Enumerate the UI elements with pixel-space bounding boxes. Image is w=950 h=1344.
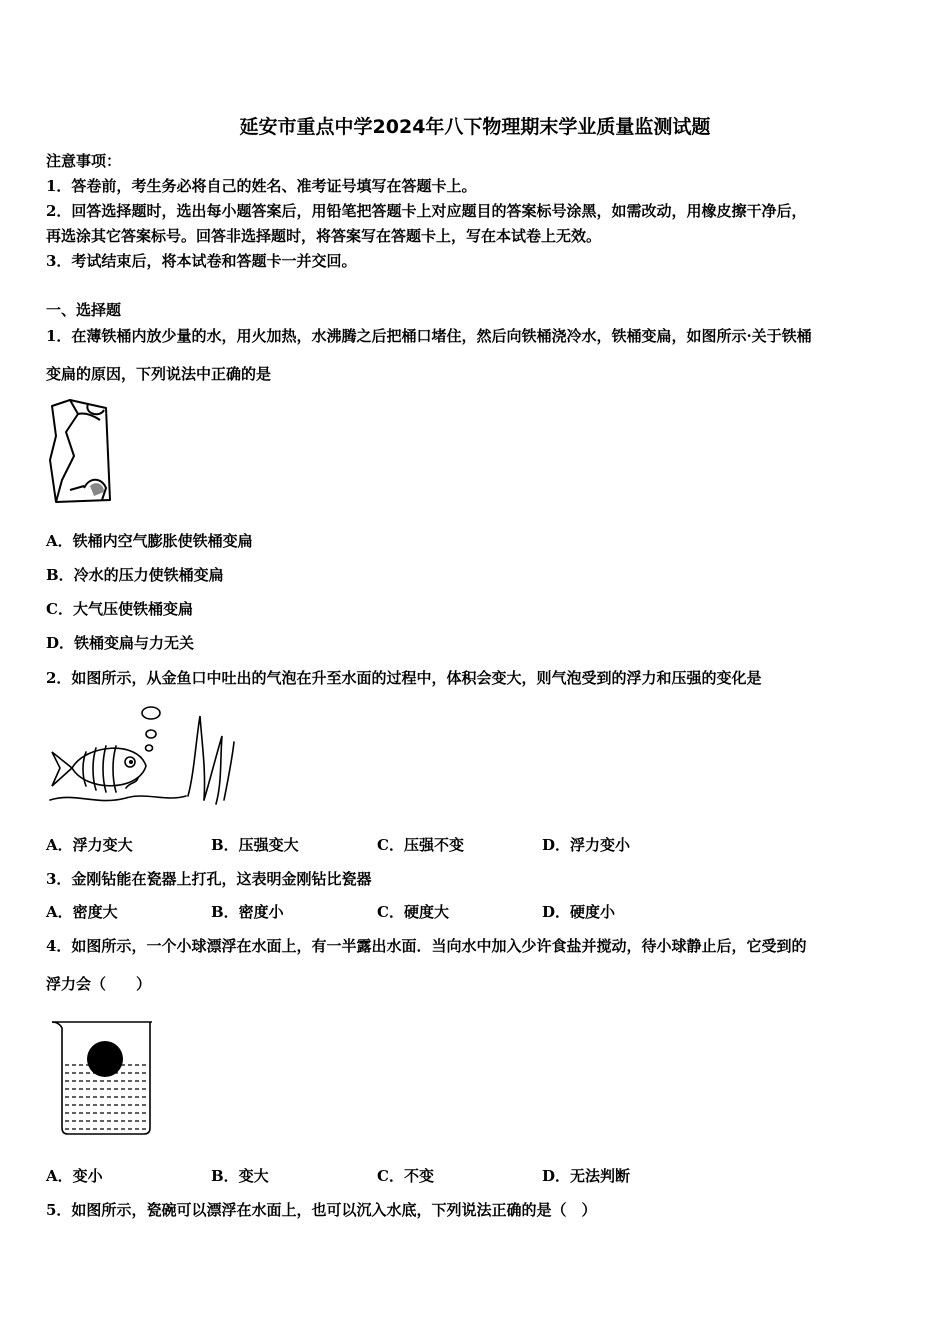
notice-item-3: 3．考试结束后，将本试卷和答题卡一并交回。 [46,252,357,270]
question-1-line-1: 1．在薄铁桶内放少量的水，用火加热，水沸腾之后把桶口堵住，然后向铁桶浇冷水，铁桶变扁，如图所示·关于铁桶 [46,327,812,345]
question-2-line-1: 2．如图所示，从金鱼口中吐出的气泡在升至水面的过程中，体积会变大，则气泡受到的浮力和压强的变化是 [46,669,762,687]
q2-option-c[interactable]: C．压强不变 [377,836,464,854]
q3-option-d[interactable]: D．硬度小 [542,903,616,921]
section-heading: 一、选择题 [46,301,122,319]
q1-option-d[interactable]: D．铁桶变扁与力无关 [46,634,195,652]
q3-option-b[interactable]: B．密度小 [211,903,284,921]
notice-heading: 注意事项： [46,152,122,170]
q4-option-d[interactable]: D．无法判断 [542,1167,631,1185]
q3-option-a[interactable]: A．密度大 [46,903,118,921]
q1-option-c[interactable]: C．大气压使铁桶变扁 [46,600,193,618]
question-4-line-1: 4．如图所示，一个小球漂浮在水面上，有一半露出水面．当向水中加入少许食盐并搅动，待小球静止后，它受到的 [46,937,807,955]
question-1-line-2: 变扁的原因，下列说法中正确的是 [46,365,272,383]
question-5-line-1: 5．如图所示，瓷碗可以漂浮在水面上，也可以沉入水底，下列说法正确的是（ ） [46,1201,597,1219]
goldfish-bubbles-figure [46,700,238,812]
notice-item-2-line-1: 2．回答选择题时，选出每小题答案后，用铅笔把答题卡上对应题目的答案标号涂黑，如需改动，用橡皮擦干净后， [46,202,807,220]
q3-option-c[interactable]: C．硬度大 [377,903,449,921]
crushed-bucket-figure [44,396,116,504]
q2-option-b[interactable]: B．压强变大 [211,836,299,854]
question-3-line-1: 3．金刚钻能在瓷器上打孔，这表明金刚钻比瓷器 [46,870,372,888]
notice-item-1: 1．答卷前，考生务必将自己的姓名、准考证号填写在答题卡上。 [46,177,477,195]
beaker-ball-figure [48,1016,156,1138]
notice-item-2-line-2: 再选涂其它答案标号。回答非选择题时，将答案写在答题卡上，写在本试卷上无效。 [46,227,602,245]
q1-option-a[interactable]: A．铁桶内空气膨胀使铁桶变扁 [46,532,253,550]
q2-option-d[interactable]: D．浮力变小 [542,836,631,854]
q1-option-b[interactable]: B．冷水的压力使铁桶变扁 [46,566,224,584]
page-title: 延安市重点中学2024年八下物理期末学业质量监测试题 [239,116,711,138]
question-4-line-2: 浮力会（ ） [46,975,152,993]
q2-option-a[interactable]: A．浮力变大 [46,836,133,854]
q4-option-a[interactable]: A．变小 [46,1167,103,1185]
q4-option-c[interactable]: C．不变 [377,1167,434,1185]
q4-option-b[interactable]: B．变大 [211,1167,269,1185]
